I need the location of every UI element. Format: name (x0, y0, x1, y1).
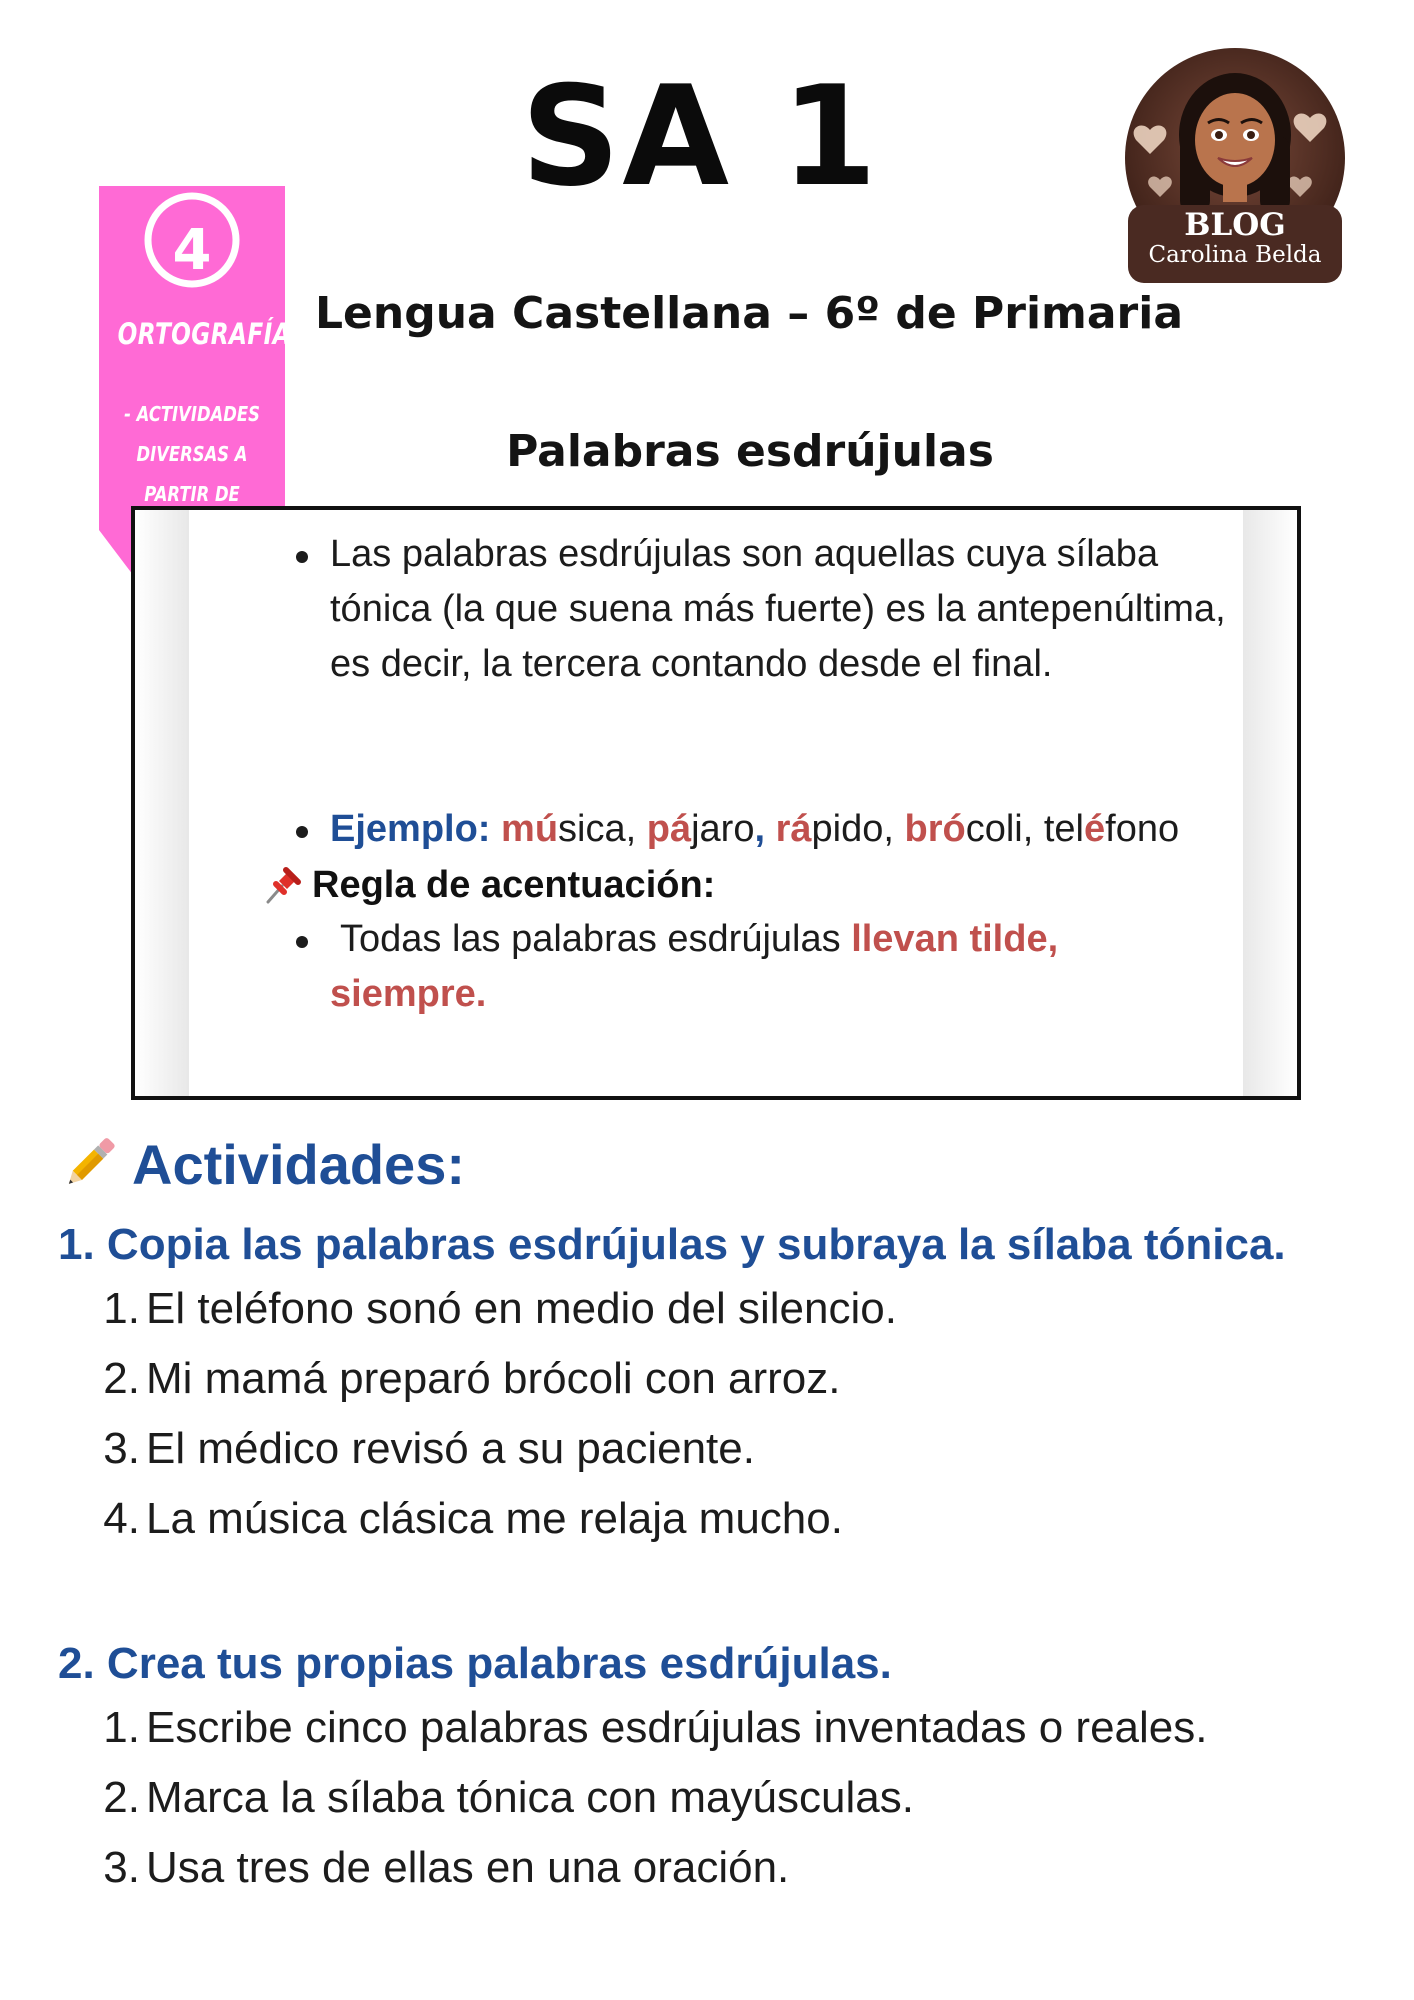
rule-highlight: llevan tilde, (851, 918, 1059, 960)
list-number: 4. (103, 1494, 140, 1543)
list-item: El teléfono sonó en medio del silencio. (146, 1284, 897, 1333)
rule-highlight: siempre. (330, 973, 487, 1015)
example-word: pájaro, (646, 808, 776, 850)
example-line (330, 802, 1290, 857)
bullet-dot (296, 936, 308, 948)
list-item: Marca la sílaba tónica con mayúsculas. (146, 1773, 914, 1822)
task-title: 2. Crea tus propias palabras esdrújulas. (58, 1639, 892, 1688)
list-item: Usa tres de ellas en una oración. (146, 1843, 790, 1892)
page-title: SA 1 (520, 56, 880, 217)
badge-author-label: Carolina Belda (1148, 242, 1322, 268)
bullet-dot (296, 551, 308, 563)
list-item: Mi mamá preparó brócoli con arroz. (146, 1354, 841, 1403)
task-title: 1. Copia las palabras esdrújulas y subraya la sílaba tónica. (58, 1220, 1286, 1269)
pushpin-icon (262, 862, 306, 906)
list-number: 1. (103, 1703, 140, 1752)
example-word: música, (501, 808, 647, 850)
definition-text: Las palabras esdrújulas son aquellas cuya sílaba tónica (la que suena más fuerte) es la antepenúltima, es decir, la tercera contando desde el final. (330, 533, 1226, 685)
rule-title: Regla de acentuación: (312, 864, 716, 906)
list-number: 3. (103, 1424, 140, 1473)
topic-heading: Palabras esdrújulas (506, 426, 994, 477)
list-number: 2. (103, 1354, 140, 1403)
list-number: 1. (103, 1284, 140, 1333)
badge-blog-label: BLOG (1184, 207, 1286, 243)
box-shade-left (135, 510, 189, 1096)
list-number: 3. (103, 1843, 140, 1892)
list-item: La música clásica me relaja mucho. (146, 1494, 843, 1543)
blog-logo (1120, 40, 1350, 290)
list-item: El médico revisó a su paciente. (146, 1424, 755, 1473)
list-number: 2. (103, 1773, 140, 1822)
example-label: Ejemplo: (330, 808, 491, 850)
pencil-icon (56, 1130, 122, 1196)
ribbon-note: DIVERSAS A PARTIR DE (136, 442, 248, 506)
ribbon-number: 4 (172, 218, 212, 283)
activities-heading: Actividades: (132, 1133, 465, 1196)
example-word: rápido, (775, 808, 905, 850)
bullet-dot (296, 826, 308, 838)
example-word: teléfono (1043, 808, 1180, 850)
list-item: Escribe cinco palabras esdrújulas inventadas o reales. (146, 1703, 1208, 1752)
ribbon-subject: ORTOGRAFÍA (117, 317, 291, 351)
rule-text: Todas las palabras esdrújulas llevan tilde, siempre. (330, 918, 1059, 1015)
ribbon-note: - ACTIVIDADES (124, 402, 260, 426)
subject-subtitle: Lengua Castellana – 6º de Primaria (315, 288, 1184, 339)
example-word: brócoli, (904, 808, 1044, 850)
